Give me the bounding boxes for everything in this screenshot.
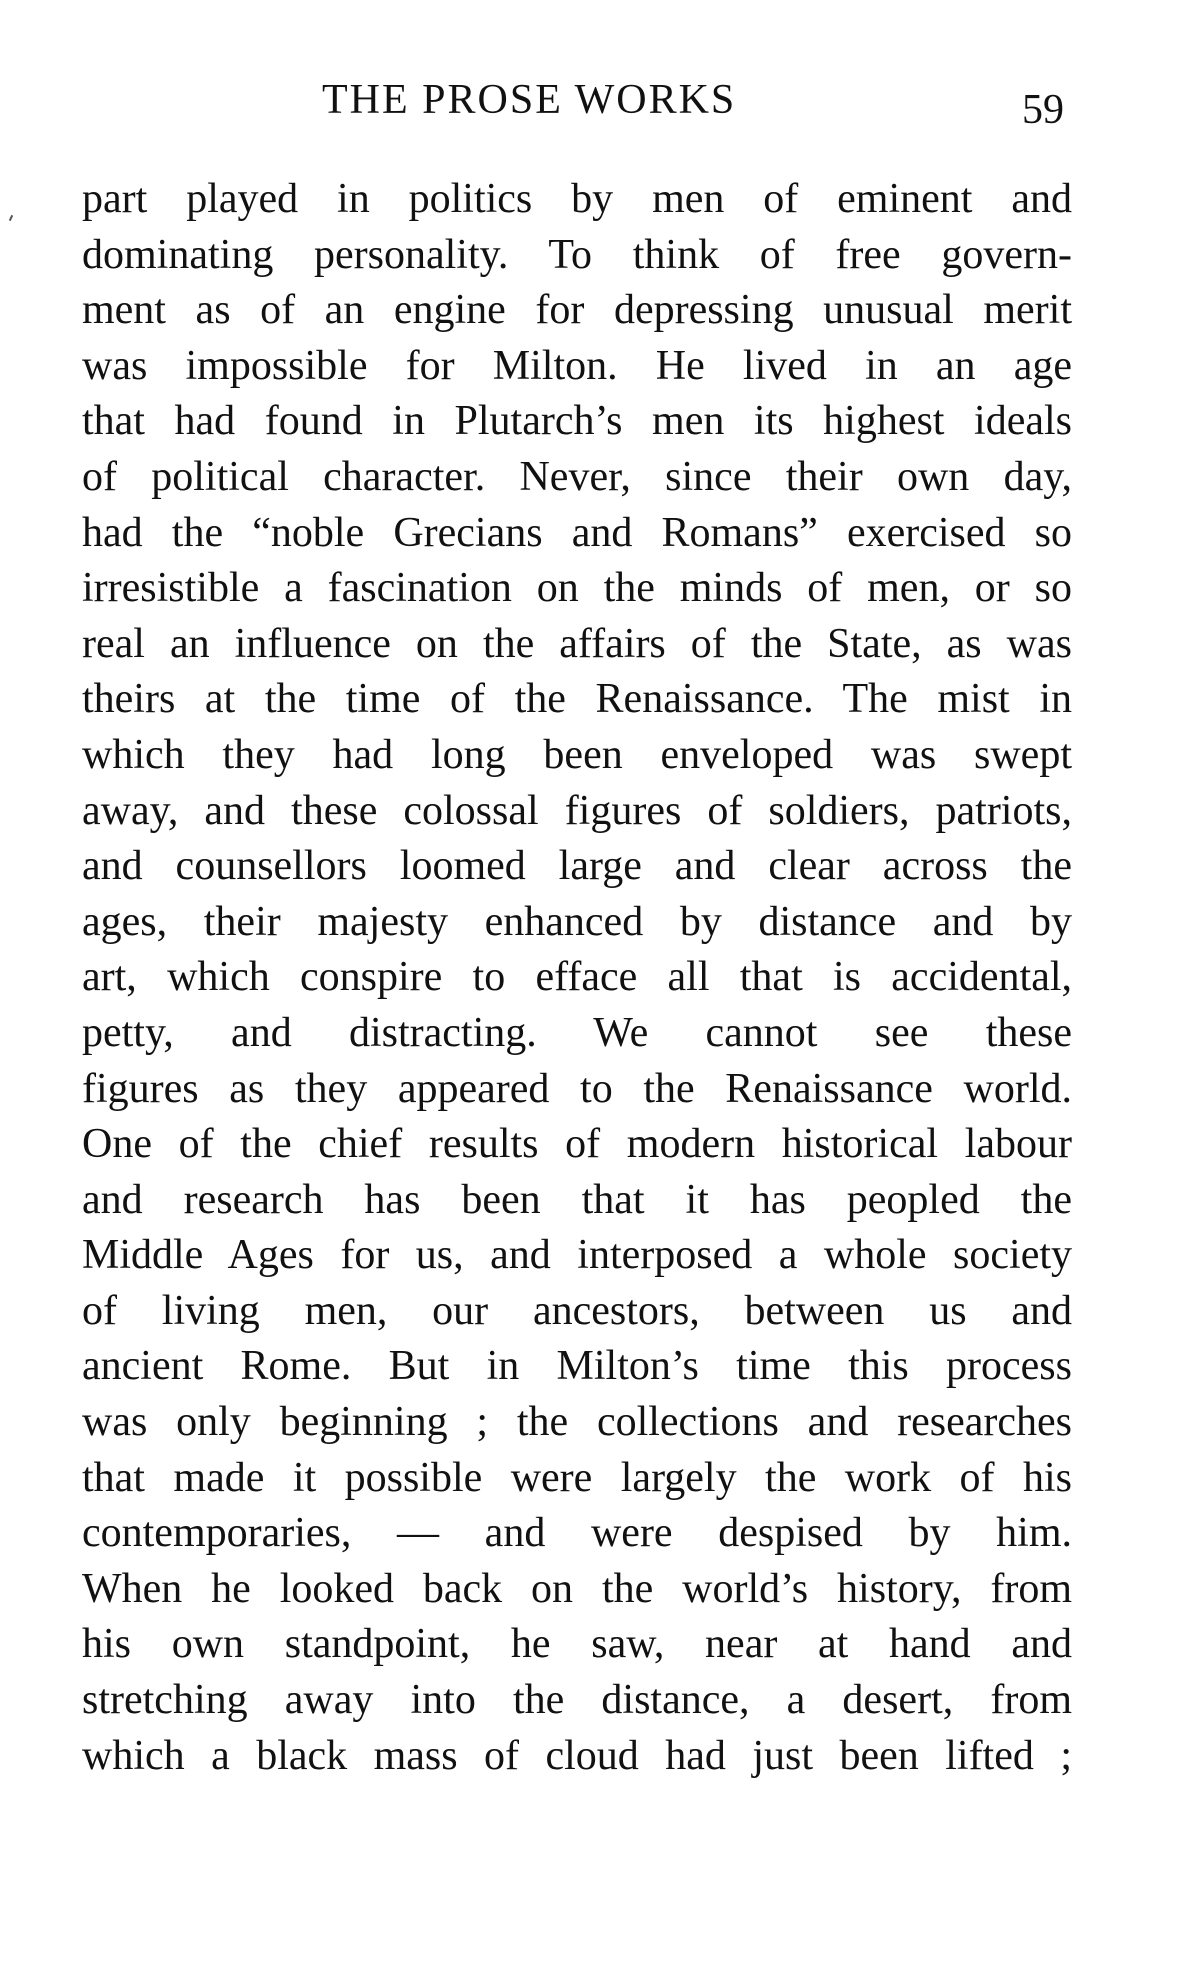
ink-speck: [9, 215, 13, 221]
text-line: theirs at the time of the Renaissance. The mist in: [82, 676, 1072, 723]
text-line: which a black mass of cloud had just been lifted ;: [82, 1732, 1072, 1779]
text-line: When he looked back on the world’s history, from: [82, 1565, 1072, 1612]
text-line: real an influence on the affairs of the State, as was: [82, 620, 1072, 667]
text-line: which they had long been enveloped was swept: [82, 731, 1072, 778]
body-text: [82, 172, 1072, 1784]
text-line: ancient Rome. But in Milton’s time this process: [82, 1343, 1072, 1390]
text-line: and research has been that it has peopled the: [82, 1176, 1072, 1223]
text-line: ages, their majesty enhanced by distance and by: [82, 898, 1072, 945]
text-line: ment as of an engine for depressing unusual merit: [82, 287, 1072, 334]
text-line: and counsellors loomed large and clear across the: [82, 843, 1072, 890]
text-line: irresistible a fascination on the minds of men, or so: [82, 565, 1072, 612]
text-line: part played in politics by men of eminent and: [82, 176, 1072, 222]
text-line: contemporaries, — and were despised by him.: [82, 1510, 1072, 1557]
text-line: art, which conspire to efface all that is accidental,: [82, 954, 1072, 1001]
text-line: One of the chief results of modern historical labour: [82, 1121, 1072, 1168]
text-line: dominating personality. To think of free govern-: [82, 231, 1072, 278]
text-line: that had found in Plutarch’s men its highest ideals: [82, 398, 1072, 445]
text-line: of political character. Never, since their own day,: [82, 453, 1072, 500]
text-line: was impossible for Milton. He lived in an age: [82, 342, 1072, 389]
text-line: figures as they appeared to the Renaissance world.: [82, 1065, 1072, 1112]
text-line: had the “noble Grecians and Romans” exercised so: [82, 509, 1072, 556]
text-line: stretching away into the distance, a desert, from: [82, 1677, 1072, 1724]
text-line: that made it possible were largely the work of his: [82, 1454, 1072, 1501]
text-line: his own standpoint, he saw, near at hand and: [82, 1621, 1072, 1668]
text-line: was only beginning ; the collections and researches: [82, 1399, 1072, 1446]
running-head: THE PROSE WORKS: [322, 77, 737, 123]
page-number: 59: [1022, 87, 1064, 133]
text-line: petty, and distracting. We cannot see these: [82, 1009, 1072, 1056]
text-line: of living men, our ancestors, between us and: [82, 1287, 1072, 1334]
text-line: Middle Ages for us, and interposed a whole society: [82, 1232, 1072, 1279]
text-line: away, and these colossal figures of soldiers, patriots,: [82, 787, 1072, 834]
